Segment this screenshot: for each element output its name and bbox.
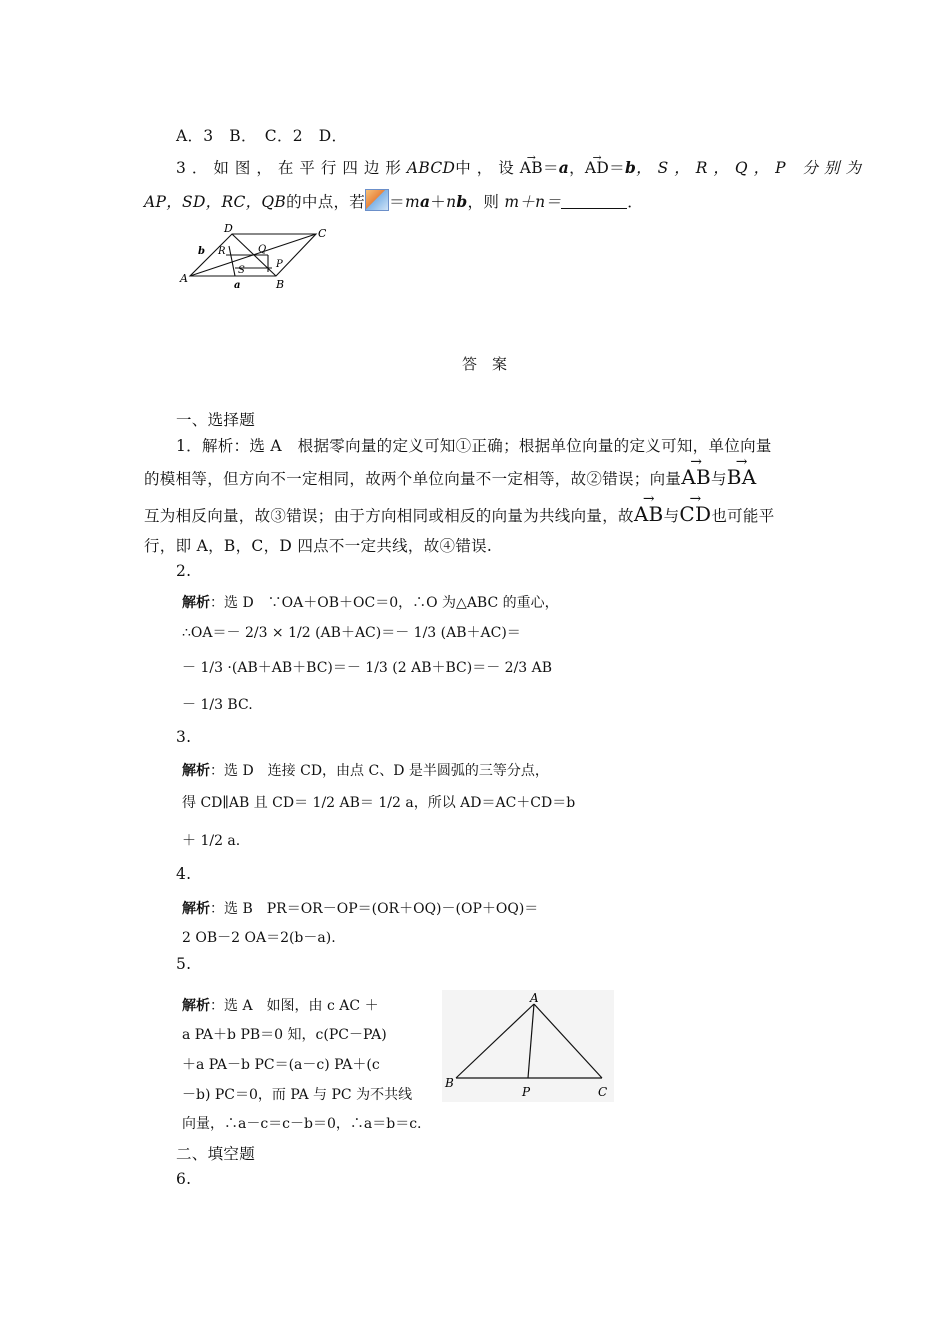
ans2-text: ：选 D ∵OA＋OB＋OC＝0，∴O 为△ABC 的重心， bbox=[210, 595, 559, 611]
label-p: P bbox=[276, 259, 283, 270]
q3-text: 的中点，若 bbox=[286, 193, 366, 211]
ans3-key: 解析 bbox=[182, 763, 210, 779]
label-c: C bbox=[598, 1085, 608, 1099]
ans1-line4: 行，即 A，B，C，D 四点不一定共线，故④错误. bbox=[144, 537, 493, 555]
num-4: 4. bbox=[176, 865, 192, 883]
ans4-line1 bbox=[182, 898, 538, 918]
answer-blank bbox=[561, 194, 627, 209]
q3-n: n bbox=[446, 193, 457, 211]
q3-text: 中，设 bbox=[455, 159, 520, 177]
label-c: C bbox=[318, 227, 326, 240]
ans1-line2 bbox=[144, 465, 757, 489]
label-a: A bbox=[530, 991, 539, 1005]
vector-ba: → BA bbox=[727, 465, 757, 489]
ans4-line2: 2 OB－2 OA＝2(b－a). bbox=[182, 930, 336, 946]
q3-text: ，S，R，Q，P 分别为 bbox=[636, 159, 867, 177]
ans3-line2: 得 CD∥AB 且 CD＝ 1/2 AB＝ 1/2 a，所以 AD＝AC＋CD＝b bbox=[182, 795, 576, 811]
q2-options: A．3 B． C．2 D． bbox=[176, 127, 348, 145]
q3-line1 bbox=[176, 156, 867, 178]
ans5-text: ：选 A 如图，由 c AC ＋ bbox=[210, 998, 379, 1014]
q3-vec-a: a bbox=[558, 158, 570, 177]
ans3-line1 bbox=[182, 760, 549, 780]
num-3: 3. bbox=[176, 728, 192, 746]
answers-title: 答 案 bbox=[462, 355, 508, 373]
q3-text: 3．如图，在平行四边形 bbox=[176, 159, 407, 177]
ans5-line1 bbox=[182, 995, 379, 1015]
ans2-line2: ∴OA＝－ 2/3 × 1/2 (AB＋AC)＝－ 1/3 (AB＋AC)＝ bbox=[182, 625, 521, 641]
section-choice: 一、选择题 bbox=[176, 411, 256, 429]
q3-text: ＝ bbox=[389, 193, 405, 211]
ans5-key: 解析 bbox=[182, 998, 210, 1014]
label-vec-b: b bbox=[198, 246, 205, 257]
vector-ad: → AD bbox=[585, 159, 609, 177]
q3-line2: AP，SD，RC，QB的中点，若 ＝ma＋nb，则 m＋n＝ ． bbox=[144, 189, 643, 212]
num-2: 2. bbox=[176, 562, 192, 580]
ans2-line1 bbox=[182, 592, 559, 612]
ans1-line3 bbox=[144, 502, 775, 526]
vector-ab: → AB bbox=[520, 159, 543, 177]
ans3-text: ：选 D 连接 CD，由点 C、D 是半圆弧的三等分点， bbox=[210, 763, 549, 779]
ans1-text: 与 bbox=[710, 470, 727, 488]
ans3-line3: ＋ 1/2 a. bbox=[182, 833, 241, 849]
ans4-text: ：选 B PR＝OR－OP＝(OR＋OQ)－(OP＋OQ)＝ bbox=[210, 901, 539, 917]
label-s: S bbox=[238, 265, 245, 276]
ans2-line4: － 1/3 BC. bbox=[182, 697, 253, 713]
ans1-text: 互为相反向量，故③错误；由于方向相同或相反的向量为共线向量，故 bbox=[144, 507, 634, 525]
label-p: P bbox=[522, 1085, 531, 1099]
q3-m: m bbox=[404, 193, 420, 211]
ans5-line4: －b) PC＝0，而 PA 与 PC 为不共线 bbox=[182, 1087, 413, 1103]
label-vec-a: a bbox=[234, 280, 241, 291]
broken-image-icon bbox=[365, 189, 389, 211]
q3-text: ． bbox=[627, 193, 644, 211]
ans1-line1: 1．解析：选 A 根据零向量的定义可知①正确；根据单位向量的定义可知，单位向量 bbox=[176, 437, 772, 455]
q3-shape: ABCD bbox=[406, 159, 456, 177]
ans4-key: 解析 bbox=[182, 901, 210, 917]
label-b: B bbox=[276, 278, 285, 291]
q3-text: AP，SD，RC，QB bbox=[144, 193, 287, 211]
label-a: A bbox=[180, 272, 188, 285]
q3-text: ＝ bbox=[609, 159, 625, 177]
ans5-line2: a PA＋b PB＝0 知，c(PC－PA) bbox=[182, 1027, 387, 1043]
vector-ab: → AB bbox=[634, 502, 664, 526]
ans1-text: 与 bbox=[663, 507, 680, 525]
ans5-line3: ＋a PA－b PC＝(a－c) PA＋(c bbox=[182, 1057, 380, 1073]
label-r: R bbox=[218, 246, 226, 257]
parallelogram-figure bbox=[176, 222, 326, 294]
q3-text: ＝ bbox=[542, 159, 559, 177]
label-q: Q bbox=[258, 244, 267, 255]
vector-cd: → CD bbox=[679, 502, 711, 526]
ans1-text: 也可能平 bbox=[711, 507, 775, 525]
num-6: 6. bbox=[176, 1170, 192, 1188]
vector-ab: → AB bbox=[681, 465, 711, 489]
ans2-key: 解析 bbox=[182, 595, 210, 611]
ans2-line3: － 1/3 ·(AB＋AB＋BC)＝－ 1/3 (2 AB＋BC)＝－ 2/3 AB bbox=[182, 660, 553, 676]
q3-text: ， bbox=[569, 159, 585, 177]
q3-vec-b: b bbox=[624, 158, 637, 177]
num-5: 5. bbox=[176, 955, 192, 973]
ans5-line5: 向量，∴a－c＝c－b＝0，∴a＝b＝c. bbox=[182, 1116, 422, 1132]
triangle-figure bbox=[442, 990, 614, 1102]
section-fill: 二、填空题 bbox=[176, 1145, 256, 1163]
q3-text: m＋n＝ bbox=[504, 193, 562, 211]
label-b: B bbox=[445, 1076, 454, 1090]
ans1-text: 的模相等，但方向不一定相同，故两个单位向量不一定相等，故②错误；向量 bbox=[144, 470, 682, 488]
label-d: D bbox=[224, 222, 233, 235]
